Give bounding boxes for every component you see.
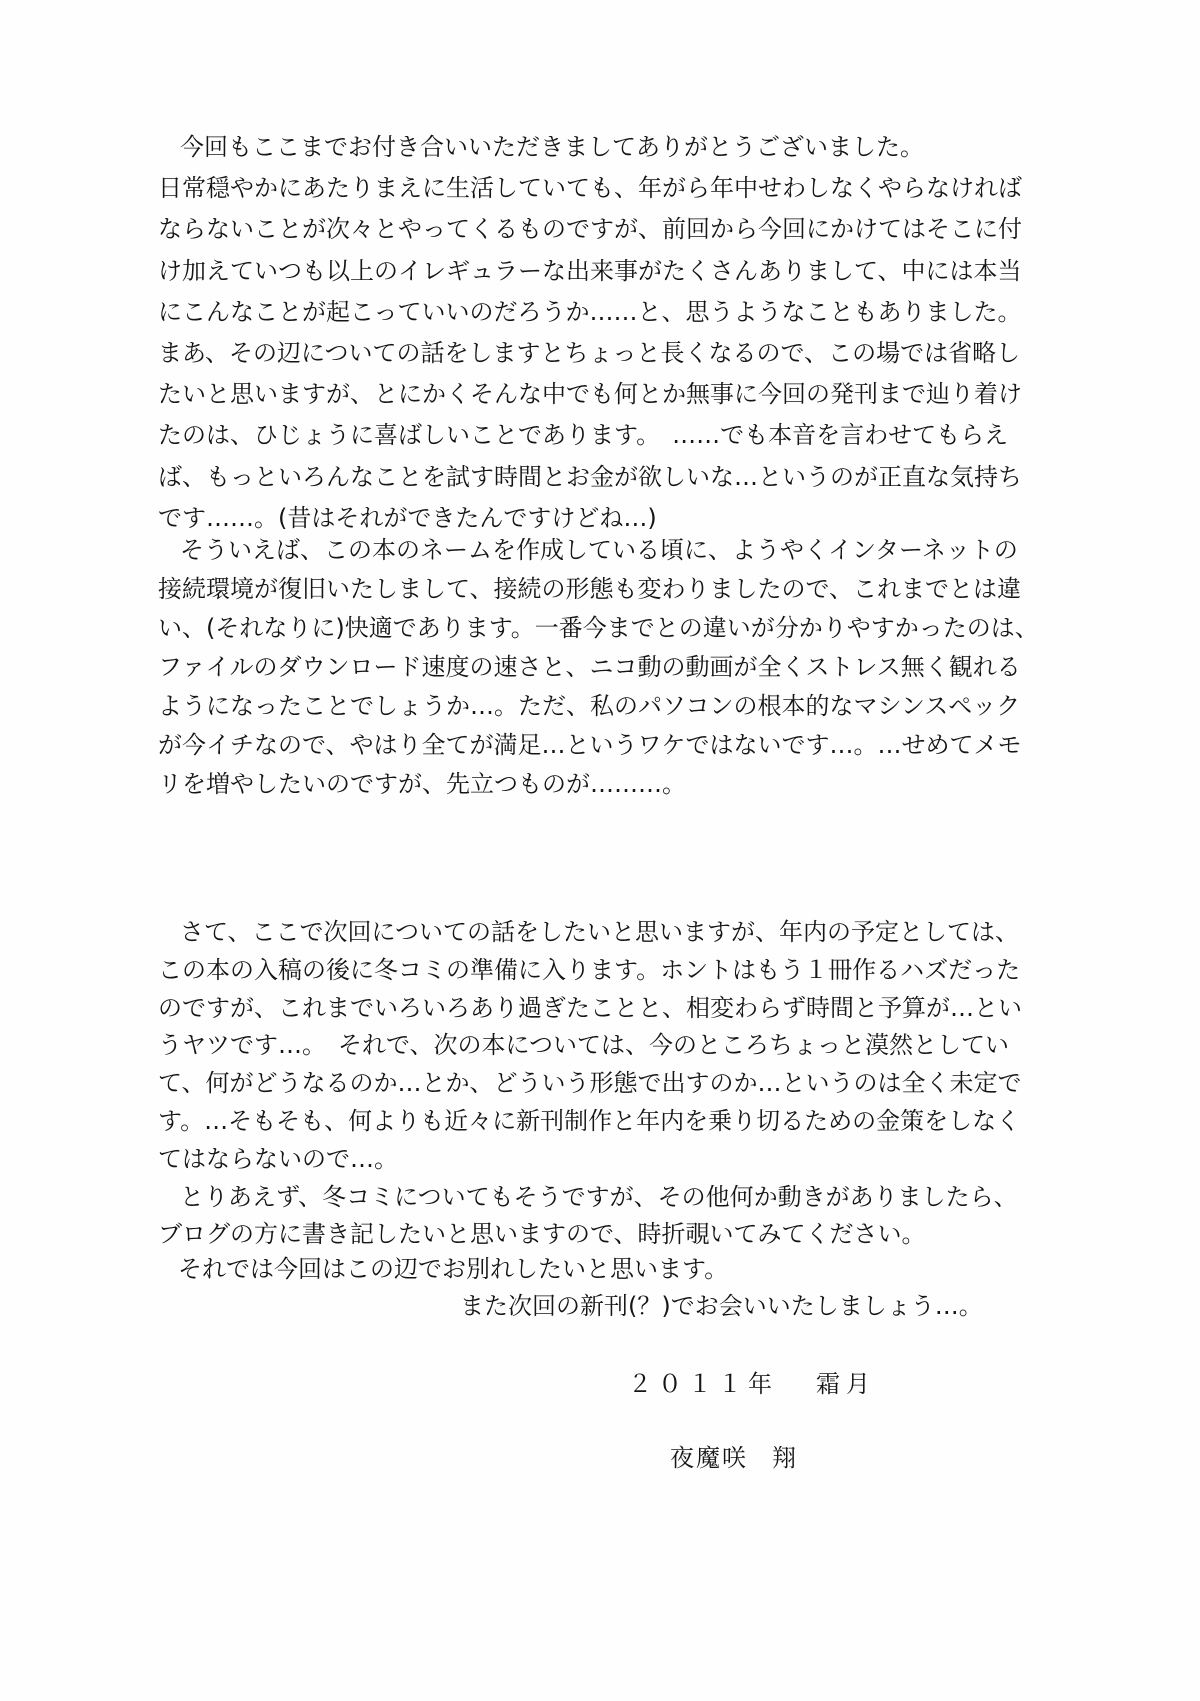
text-line: ならないことが次々とやってくるものですが、前回から今回にかけてはそこに付 bbox=[158, 215, 1022, 244]
text-line: にこんなことが起こっていいのだろうか……と、思うようなこともありました。 bbox=[158, 297, 1022, 326]
date-month: 霜月 bbox=[816, 1370, 876, 1398]
text-line: たいと思いますが、とにかくそんな中でも何とか無事に今回の発刊まで辿り着け bbox=[158, 380, 1022, 409]
text-line: 接続環境が復旧いたしまして、接続の形態も変わりましたので、これまでとは違 bbox=[158, 575, 1022, 603]
text-line: す。…そもそも、何よりも近々に新刊制作と年内を乗り切るための金策をしなく bbox=[158, 1106, 1021, 1135]
paragraph-next-plans bbox=[158, 914, 1058, 1254]
closing-line-farewell: それでは今回はこの辺でお別れしたいと思います。 bbox=[178, 1255, 729, 1283]
text-line: ブログの方に書き記したいと思いますので、時折覗いてみてください。 bbox=[158, 1220, 926, 1249]
text-line: です……。(昔はそれができたんですけどね…) bbox=[158, 503, 657, 532]
text-line: まあ、その辺についての話をしますとちょっと長くなるので、この場では省略し bbox=[158, 339, 1021, 368]
text-line: ば、もっといろんなことを試す時間とお金が欲しいな…というのが正直な気持ち bbox=[158, 462, 1022, 491]
text-line: 今回もここまでお付き合いいただきましてありがとうございました。 bbox=[180, 133, 924, 161]
text-line: てはならないので…。 bbox=[158, 1144, 398, 1173]
text-line: たのは、ひじょうに喜ばしいことであります。 ……でも本音を言わせてもらえ bbox=[158, 421, 1009, 450]
text-line: 日常穏やかにあたりまえに生活していても、年がら年中せわしなくやらなければ bbox=[158, 174, 1022, 203]
text-line: リを増やしたいのですが、先立つものが………。 bbox=[158, 770, 686, 798]
author-signature bbox=[670, 1438, 798, 1473]
text-line: のですが、これまでいろいろあり過ぎたことと、相変わらず時間と予算が…とい bbox=[158, 993, 1022, 1022]
closing-line-see-you: また次回の新刊(？)でお会いいたしましょう…。 bbox=[460, 1292, 983, 1320]
text-line: が今イチなので、やはり全てが満足…というワケではないです…。…せめてメモ bbox=[158, 731, 1022, 759]
text-line: て、何がどうなるのか…とか、どういう形態で出すのか…というのは全く未定で bbox=[158, 1069, 1022, 1098]
date-year: ２０１１年 bbox=[628, 1370, 778, 1398]
paragraph-greeting bbox=[158, 127, 1058, 539]
text-line: とりあえず、冬コミについてもそうですが、その他何か動きがありましたら、 bbox=[180, 1182, 1018, 1211]
text-line: うヤツです…。 それで、次の本については、今のところちょっと漠然としてい bbox=[158, 1031, 1010, 1060]
text-line: そういえば、この本のネームを作成している頃に、ようやくインターネットの bbox=[180, 536, 1018, 564]
author-family-name: 夜魔咲 bbox=[670, 1444, 748, 1472]
text-line: ようになったことでしょうか…。ただ、私のパソコンの根本的なマシンスペック bbox=[158, 692, 1021, 720]
paragraph-internet bbox=[158, 531, 1058, 804]
text-line: け加えていつも以上のイレギュラーな出来事がたくさんありまして、中には本当 bbox=[158, 256, 1022, 285]
text-line: さて、ここで次回についての話をしたいと思いますが、年内の予定としては、 bbox=[180, 918, 1020, 946]
text-line: い、(それなりに)快適であります。一番今までとの違いが分かりやすかったのは、 bbox=[158, 614, 1039, 642]
author-given-name: 翔 bbox=[772, 1444, 798, 1472]
text-line: この本の入稿の後に冬コミの準備に入ります。ホントはもう１冊作るハズだった bbox=[158, 955, 1021, 984]
text-line: ファイルのダウンロード速度の速さと、ニコ動の動画が全くストレス無く観れる bbox=[158, 653, 1021, 681]
date bbox=[628, 1364, 876, 1399]
